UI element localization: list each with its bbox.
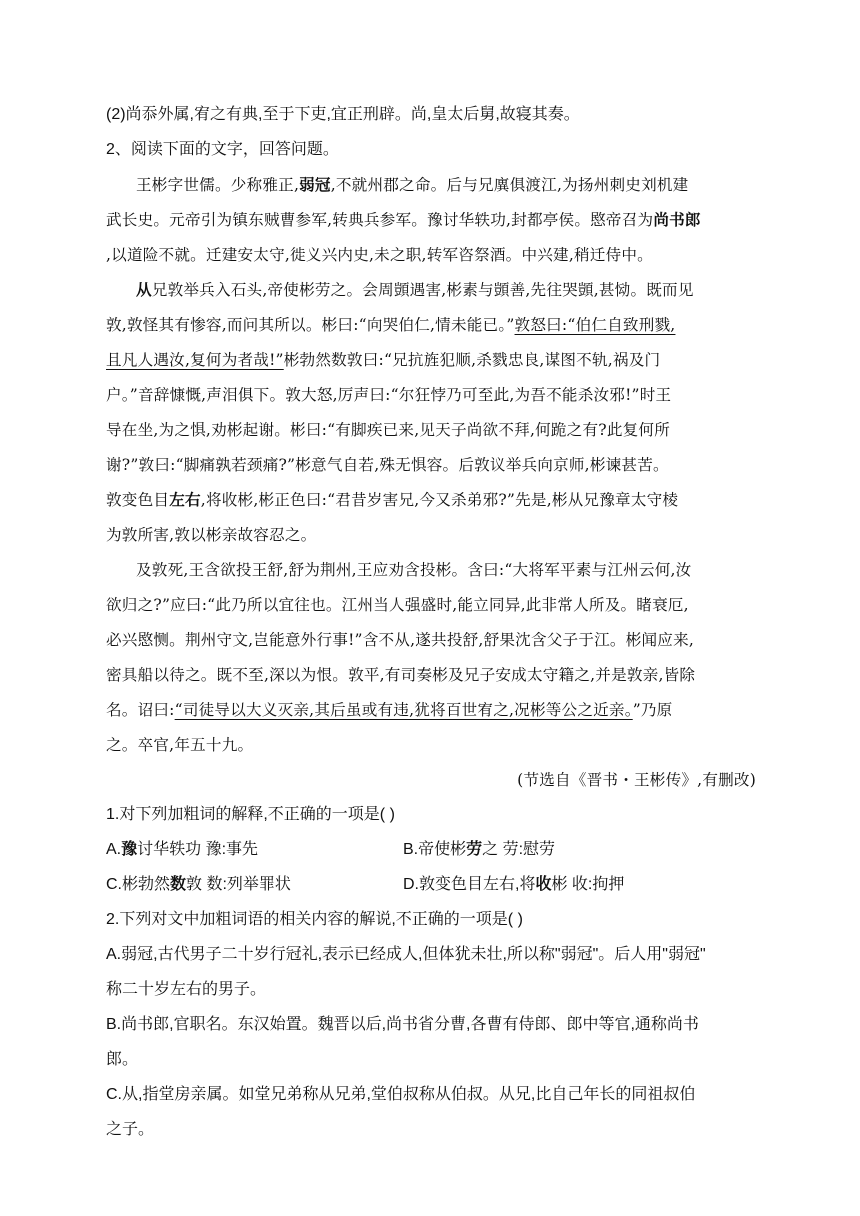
section-heading: 2、阅读下面的文字，回答问题。 bbox=[106, 141, 339, 158]
bold-term-cong: 从 bbox=[136, 280, 152, 299]
passage-p2-line1: 从兄敦举兵入石头,帝使彬劳之。会周顗遇害,彬素与顗善,先往哭顗,甚恸。既而见 bbox=[136, 280, 694, 299]
passage-p3-line3: 必兴愍恻。荆州守文,岂能意外行事!”含不从,遂共投舒,舒果沈含父子于江。彬闻应来, bbox=[106, 631, 695, 649]
passage-p1-line3: ,以道险不就。迁建安太守,徙义兴内史,未之职,转军咨祭酒。中兴建,稍迁侍中。 bbox=[106, 246, 653, 264]
passage-p1-line2: 武长史。元帝引为镇东贼曹参军,转典兵参军。豫讨华轶功,封都亭侯。愍帝召为尚书郎 bbox=[106, 210, 701, 229]
underlined-sentence-1b: 且凡人遇汝,复何为者哉!” bbox=[106, 351, 284, 369]
passage-p3-line1: 及敦死,王含欲投王舒,舒为荆州,王应劝含投彬。含曰:“大将军平素与江州云何,汝 bbox=[136, 561, 692, 579]
question-2-option-b-line1: B.尚书郎,官职名。东汉始置。魏晋以后,尚书省分曹,各曹有侍郎、郎中等官,通称尚书 bbox=[106, 1016, 699, 1033]
underlined-sentence-2: “司徒导以大义灭亲,其后虽或有违,犹将百世宥之,况彬等公之近亲。 bbox=[174, 701, 633, 719]
passage-p2-line2: 敦,敦怪其有惨容,而问其所以。彬曰:“向哭伯仁,情未能已。”敦怒曰:“伯仁自致刑戮, bbox=[106, 316, 676, 334]
underlined-sentence-1a: 敦怒曰:“伯仁自致刑戮, bbox=[514, 316, 676, 334]
question-1-option-c: C.彬勃然数敦 数:列举罪状 bbox=[106, 876, 291, 893]
question-2-option-b-line2: 郎。 bbox=[106, 1051, 139, 1068]
passage-p3-line5: 名。诏曰:“司徒导以大义灭亲,其后虽或有违,犹将百世宥之,况彬等公之近亲。”乃原 bbox=[106, 701, 673, 719]
source-citation: (节选自《晋书・王彬传》,有删改) bbox=[517, 771, 756, 789]
intro-question-2: (2)尚忝外属,宥之有典,至于下吏,宜正刑辟。尚,皇太后舅,故寝其奏。 bbox=[106, 106, 580, 123]
question-2-option-a-line1: A.弱冠,古代男子二十岁行冠礼,表示已经成人,但体犹未壮,所以称"弱冠"。后人用"弱冠" bbox=[106, 946, 706, 963]
passage-p2-line4: 户。”音辞慷慨,声泪俱下。敦大怒,厉声曰:“尔狂悖乃可至此,为吾不能杀汝邪!”时王 bbox=[106, 386, 672, 404]
question-1-option-a: A.豫讨华轶功 豫:事先 bbox=[106, 841, 259, 858]
question-2-option-c-line1: C.从,指堂房亲属。如堂兄弟称从兄弟,堂伯叔称从伯叔。从兄,比自己年长的同祖叔伯 bbox=[106, 1086, 696, 1103]
passage-p2-line3: 且凡人遇汝,复何为者哉!”彬勃然数敦曰:“兄抗旌犯顺,杀戮忠良,谋图不轨,祸及门 bbox=[106, 351, 661, 369]
passage-p3-line2: 欲归之?”应曰:“此乃所以宜往也。江州当人强盛时,能立同异,此非常人所及。睹衰厄, bbox=[106, 596, 689, 614]
question-1-option-d: D.敦变色目左右,将收彬 收:拘押 bbox=[403, 876, 625, 893]
question-2-option-c-line2: 之子。 bbox=[106, 1121, 155, 1138]
question-1-stem: 1.对下列加粗词的解释,不正确的一项是( ) bbox=[106, 806, 395, 823]
passage-p3-line4: 密具船以待之。既不至,深以为恨。敦平,有司奏彬及兄子安成太守籍之,并是敦亲,皆除 bbox=[106, 666, 696, 684]
question-1-option-b: B.帝使彬劳之 劳:慰劳 bbox=[403, 841, 556, 858]
bold-term-shangshulang: 尚书郎 bbox=[653, 210, 701, 229]
passage-p2-line7: 敦变色目左右,将收彬,彬正色曰:“君昔岁害兄,今又杀弟邪?”先是,彬从兄豫章太守棱 bbox=[106, 490, 679, 509]
passage-p3-line6: 之。卒官,年五十九。 bbox=[106, 736, 254, 754]
bold-term-ruoguan: 弱冠 bbox=[299, 175, 331, 194]
passage-p1-line1: 王彬字世儒。少称雅正,弱冠,不就州郡之命。后与兄廙俱渡江,为扬州刺史刘机建 bbox=[136, 175, 689, 194]
question-2-stem: 2.下列对文中加粗词语的相关内容的解说,不正确的一项是( ) bbox=[106, 911, 523, 928]
question-2-option-a-line2: 称二十岁左右的男子。 bbox=[106, 981, 267, 998]
passage-p2-line5: 导在坐,为之惧,劝彬起谢。彬曰:“有脚疾已来,见天子尚欲不拜,何跪之有?此复何所 bbox=[106, 421, 671, 439]
passage-p2-line6: 谢?”敦曰:“脚痛孰若颈痛?”彬意气自若,殊无惧容。后敦议举兵向京师,彬谏甚苦。 bbox=[106, 456, 669, 474]
bold-term-zuoyou: 左右 bbox=[169, 490, 201, 509]
passage-p2-line8: 为敦所害,敦以彬亲故容忍之。 bbox=[106, 526, 317, 544]
